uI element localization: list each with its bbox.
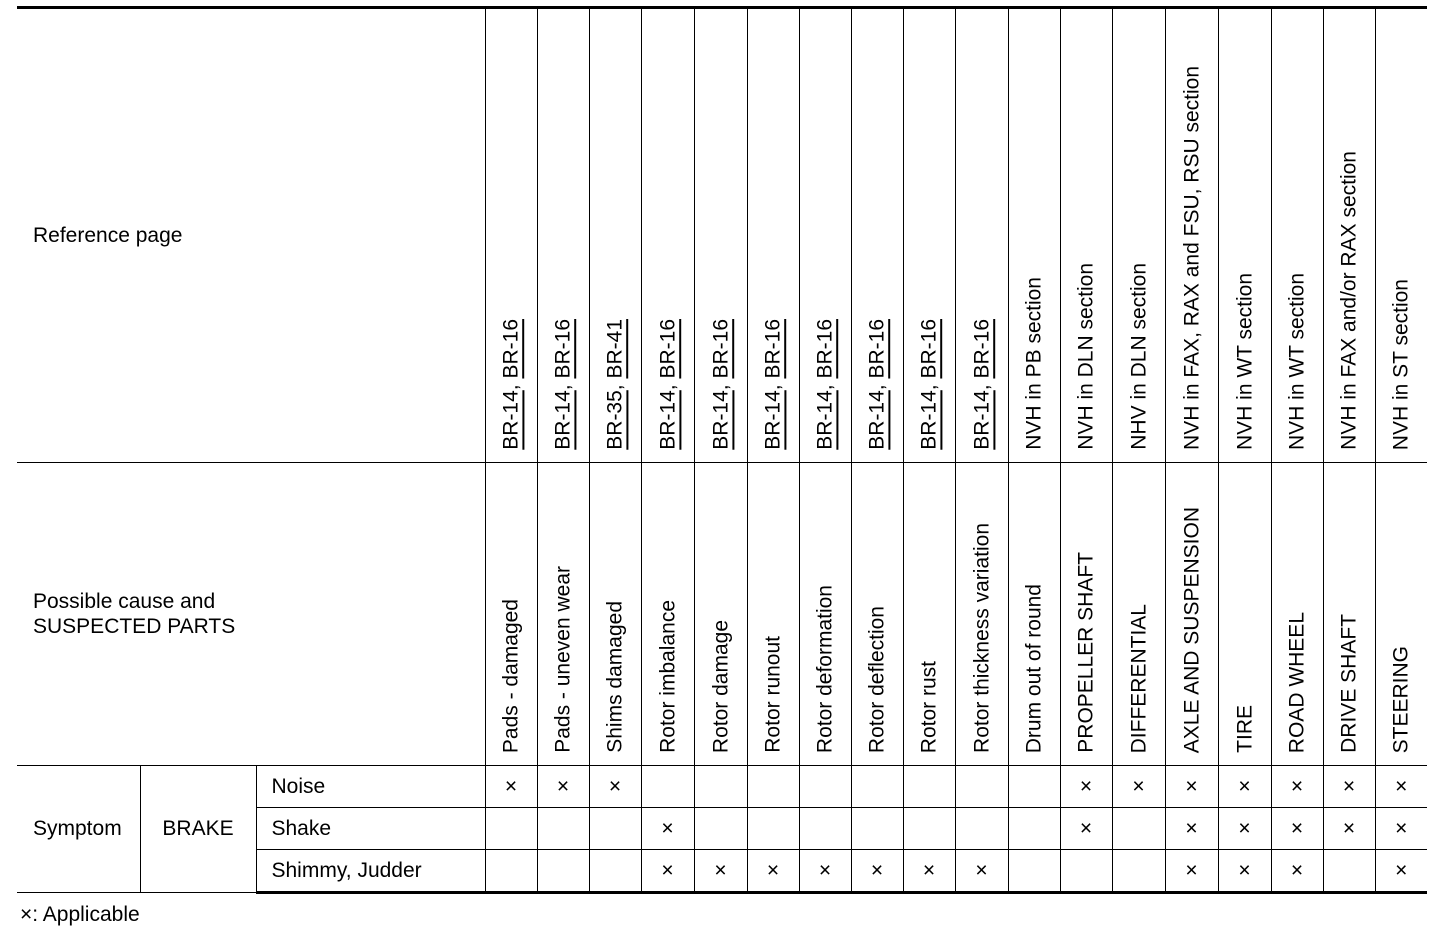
suspected-part-cell (747, 463, 799, 766)
suspected-part-text: Rotor deformation (813, 584, 837, 753)
applicable-mark: × (589, 766, 641, 808)
applicable-mark: × (1271, 766, 1323, 808)
empty-cell (589, 850, 641, 893)
empty-cell (485, 850, 537, 893)
reference-label: NVH in WT section (1285, 273, 1309, 450)
empty-cell (851, 808, 903, 850)
symptom-name: Shake (256, 808, 485, 850)
suspected-parts-row (17, 463, 1427, 766)
reference-label: , (551, 378, 575, 391)
symptom-row (17, 766, 1427, 808)
applicable-mark: × (1271, 850, 1323, 893)
applicable-mark: × (537, 766, 589, 808)
applicable-mark: × (1375, 766, 1427, 808)
reference-label: , (499, 378, 523, 391)
empty-cell (485, 808, 537, 850)
reference-label: NVH in PB section (1022, 277, 1046, 450)
applicable-mark: × (955, 850, 1008, 893)
applicable-mark: × (1112, 766, 1165, 808)
reference-link[interactable]: BR-14 (813, 390, 837, 450)
suspected-part-text: Rotor deflection (865, 605, 889, 753)
reference-link[interactable]: BR-41 (603, 319, 627, 379)
applicable-mark: × (1375, 808, 1427, 850)
reference-text (969, 319, 994, 450)
reference-cell (589, 8, 641, 463)
applicable-mark: × (1271, 808, 1323, 850)
symptom-name: Noise (256, 766, 485, 808)
empty-cell (799, 766, 851, 808)
suspected-part-cell (537, 463, 589, 766)
empty-cell (694, 766, 747, 808)
suspected-part-cell (1008, 463, 1060, 766)
reference-cell (1008, 8, 1060, 463)
empty-cell (903, 808, 955, 850)
symptom-label: Symptom (17, 766, 140, 893)
suspected-part-text: Rotor rust (917, 660, 941, 753)
empty-cell (955, 808, 1008, 850)
reference-link[interactable]: BR-14 (499, 390, 523, 450)
reference-link[interactable]: BR-14 (917, 390, 941, 450)
symptom-group-brake: BRAKE (140, 766, 256, 893)
reference-link[interactable]: BR-16 (813, 319, 837, 379)
reference-label: , (917, 378, 941, 391)
applicable-mark: × (1375, 850, 1427, 893)
empty-cell (1060, 850, 1112, 893)
suspected-part-cell (1112, 463, 1165, 766)
reference-page-row (17, 8, 1427, 463)
reference-text (1284, 273, 1309, 450)
reference-page-label-text: Reference page (33, 223, 183, 247)
reference-label: , (865, 378, 889, 391)
reference-label: NVH in ST section (1389, 278, 1413, 450)
reference-link[interactable]: BR-16 (761, 319, 785, 379)
reference-cell (1323, 8, 1375, 463)
reference-label: , (761, 378, 785, 391)
reference-text (550, 319, 575, 450)
reference-text (602, 319, 627, 450)
suspected-part-text: PROPELLER SHAFT (1074, 552, 1098, 753)
empty-cell (1112, 850, 1165, 893)
applicable-mark: × (851, 850, 903, 893)
applicable-mark: × (799, 850, 851, 893)
reference-cell (1218, 8, 1271, 463)
suspected-part-cell (1375, 463, 1427, 766)
applicable-mark: × (1165, 808, 1218, 850)
applicable-mark: × (694, 850, 747, 893)
empty-cell (694, 808, 747, 850)
applicable-mark: × (641, 808, 694, 850)
applicable-mark: × (1323, 766, 1375, 808)
empty-cell (1008, 766, 1060, 808)
reference-text (760, 319, 785, 450)
reference-text (1126, 263, 1151, 450)
applicable-mark: × (641, 850, 694, 893)
suspected-part-cell (589, 463, 641, 766)
suspected-part-cell (694, 463, 747, 766)
suspected-part-text: Shims damaged (603, 601, 627, 753)
suspected-part-cell (485, 463, 537, 766)
empty-cell (1323, 850, 1375, 893)
applicable-mark: × (903, 850, 955, 893)
reference-link[interactable]: BR-14 (551, 390, 575, 450)
reference-link[interactable]: BR-14 (969, 390, 993, 450)
empty-cell (747, 766, 799, 808)
reference-label: NHV in DLN section (1126, 263, 1150, 450)
reference-link[interactable]: BR-16 (551, 319, 575, 379)
reference-cell (799, 8, 851, 463)
empty-cell (537, 808, 589, 850)
suspected-part-text: DIFFERENTIAL (1126, 603, 1150, 753)
suspected-part-cell (903, 463, 955, 766)
suspected-part-cell (641, 463, 694, 766)
reference-cell (903, 8, 955, 463)
reference-cell (1165, 8, 1218, 463)
reference-link[interactable]: BR-14 (655, 390, 679, 450)
reference-label: NVH in FAX, RAX and FSU, RSU section (1179, 66, 1203, 450)
reference-link[interactable]: BR-16 (969, 319, 993, 379)
applicable-mark: × (1323, 808, 1375, 850)
empty-cell (589, 808, 641, 850)
suspected-part-cell (851, 463, 903, 766)
reference-label: , (813, 378, 837, 391)
suspected-part-text: Pads - damaged (499, 598, 523, 753)
empty-cell (799, 808, 851, 850)
reference-text (655, 319, 680, 450)
reference-label: , (708, 378, 732, 391)
reference-link[interactable]: BR-35 (603, 390, 627, 450)
applicable-mark: × (1218, 850, 1271, 893)
applicable-mark: × (485, 766, 537, 808)
reference-cell (1271, 8, 1323, 463)
reference-link[interactable]: BR-16 (708, 319, 732, 379)
reference-link[interactable]: BR-14 (708, 390, 732, 450)
reference-label: NVH in WT section (1232, 273, 1256, 450)
reference-label: , (655, 378, 679, 391)
empty-cell (1112, 808, 1165, 850)
suspected-part-text: AXLE AND SUSPENSION (1179, 506, 1203, 753)
suspected-part-text: ROAD WHEEL (1285, 611, 1309, 753)
suspected-part-cell (1218, 463, 1271, 766)
suspected-part-cell (799, 463, 851, 766)
reference-cell (1060, 8, 1112, 463)
reference-link[interactable]: BR-14 (865, 390, 889, 450)
reference-cell (851, 8, 903, 463)
nvh-troubleshooting-chart (17, 6, 1427, 894)
reference-cell (1375, 8, 1427, 463)
reference-cell (641, 8, 694, 463)
empty-cell (641, 766, 694, 808)
suspected-part-text: DRIVE SHAFT (1337, 614, 1361, 753)
reference-text (1336, 151, 1361, 450)
applicable-mark: × (1060, 808, 1112, 850)
reference-text (1179, 66, 1204, 450)
suspected-part-text: Pads - uneven wear (551, 566, 575, 753)
suspected-part-text: Rotor thickness variation (969, 523, 993, 753)
suspected-parts-label (17, 463, 485, 766)
suspected-part-text: STEERING (1389, 645, 1413, 753)
reference-link[interactable]: BR-16 (917, 319, 941, 379)
reference-link[interactable]: BR-16 (655, 319, 679, 379)
empty-cell (1008, 850, 1060, 893)
reference-text (1389, 279, 1414, 450)
reference-page-label (17, 8, 485, 463)
reference-cell (955, 8, 1008, 463)
reference-label: NVH in DLN section (1074, 263, 1098, 450)
symptom-name: Shimmy, Judder (256, 850, 485, 893)
reference-cell (1112, 8, 1165, 463)
applicable-mark: × (747, 850, 799, 893)
suspected-parts-label-text: Possible cause and SUSPECTED PARTS (33, 589, 236, 638)
reference-text (1021, 277, 1046, 450)
suspected-part-text: TIRE (1232, 705, 1256, 753)
reference-link[interactable]: BR-16 (499, 319, 523, 379)
empty-cell (747, 808, 799, 850)
reference-text (864, 319, 889, 450)
reference-label: , (603, 378, 627, 391)
empty-cell (537, 850, 589, 893)
suspected-part-text: Rotor runout (761, 636, 785, 753)
applicable-mark: × (1218, 766, 1271, 808)
reference-text (708, 319, 733, 450)
applicable-mark: × (1165, 850, 1218, 893)
reference-link[interactable]: BR-16 (865, 319, 889, 379)
suspected-part-cell (1271, 463, 1323, 766)
legend-note: ×: Applicable (20, 903, 140, 926)
reference-text (916, 319, 941, 450)
reference-label: , (969, 378, 993, 391)
empty-cell (903, 766, 955, 808)
empty-cell (955, 766, 1008, 808)
empty-cell (851, 766, 903, 808)
reference-text (498, 319, 523, 450)
reference-cell (537, 8, 589, 463)
applicable-mark: × (1165, 766, 1218, 808)
suspected-part-text: Rotor damage (708, 619, 732, 753)
reference-text (812, 319, 837, 450)
reference-cell (694, 8, 747, 463)
reference-text (1232, 273, 1257, 450)
suspected-part-cell (1323, 463, 1375, 766)
suspected-part-cell (955, 463, 1008, 766)
reference-cell (485, 8, 537, 463)
reference-link[interactable]: BR-14 (761, 390, 785, 450)
applicable-mark: × (1218, 808, 1271, 850)
suspected-part-text: Rotor imbalance (655, 600, 679, 753)
applicable-mark: × (1060, 766, 1112, 808)
suspected-part-cell (1060, 463, 1112, 766)
reference-cell (747, 8, 799, 463)
suspected-part-cell (1165, 463, 1218, 766)
reference-text (1073, 263, 1098, 450)
suspected-part-text: Drum out of round (1022, 583, 1046, 753)
empty-cell (1008, 808, 1060, 850)
reference-label: NVH in FAX and/or RAX section (1337, 151, 1361, 450)
